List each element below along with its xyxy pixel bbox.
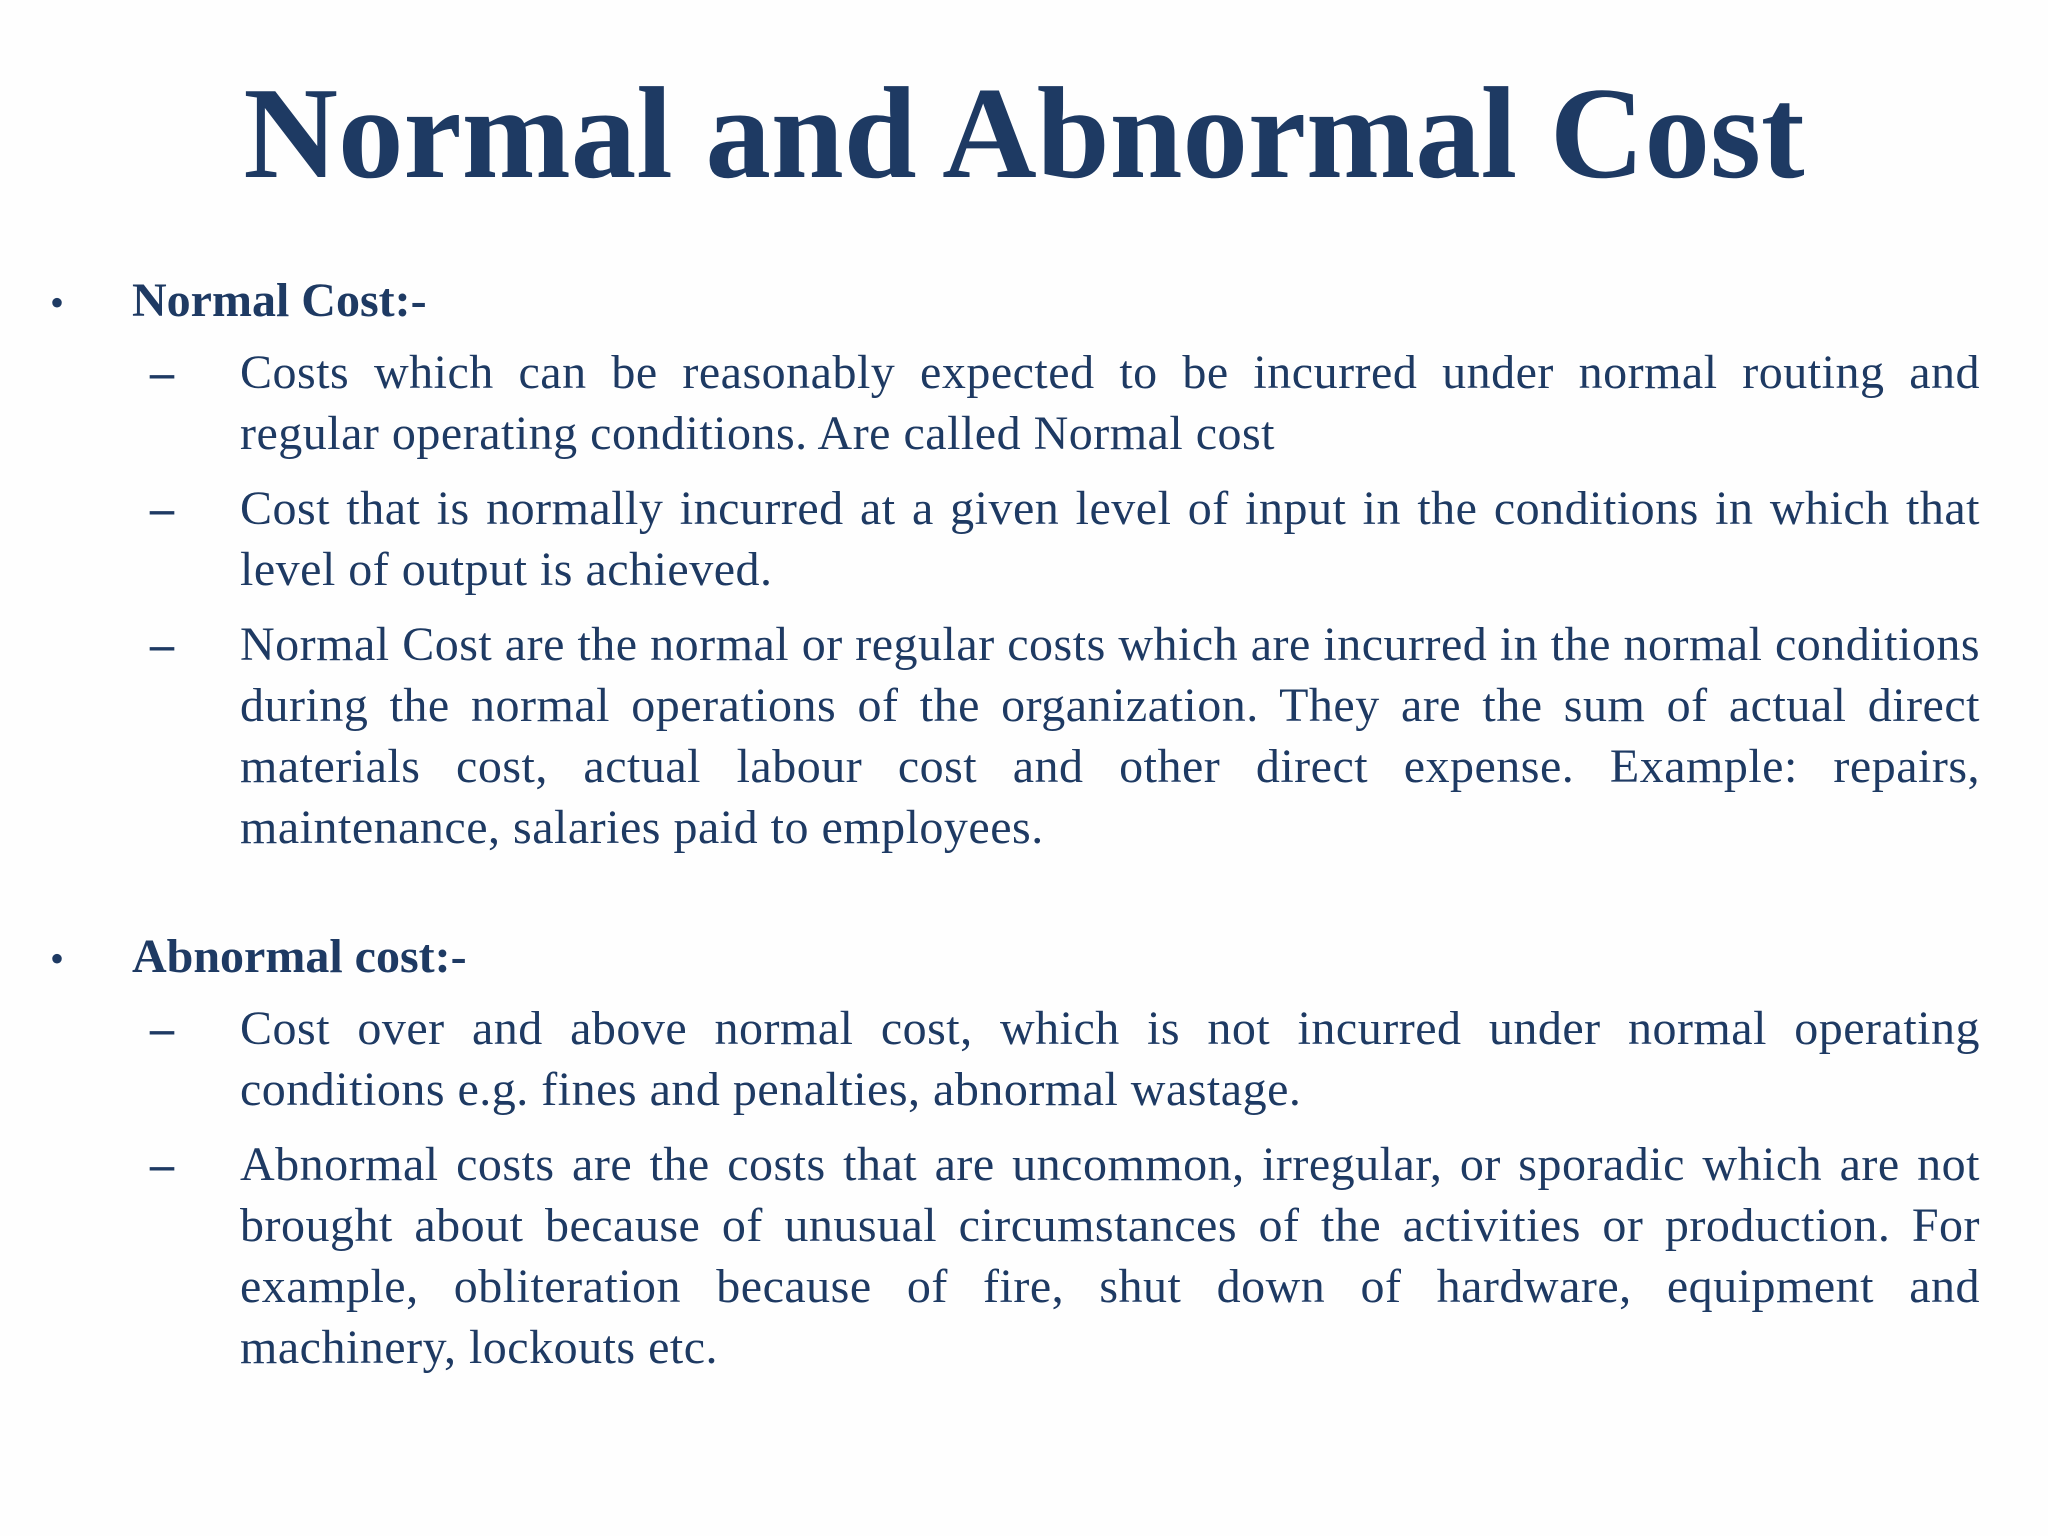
section-heading-row <box>50 270 1980 334</box>
dash-icon: – <box>150 618 174 671</box>
list-item <box>50 342 1980 464</box>
sub-bullet-list <box>50 342 1980 858</box>
list-item-text: Costs which can be reasonably expected to be incurred under normal routing and regular operating conditions. Are called Normal cost <box>240 346 1980 460</box>
list-item-text: Normal Cost are the normal or regular costs which are incurred in the normal conditions during the normal operations of the organization. They are the sum of actual direct materials cost, actual labour cost and other direct expense. Example: repairs, maintenance, salaries paid to employees. <box>240 618 1980 854</box>
section-heading: Abnormal cost:- <box>132 930 467 983</box>
section-normal-cost <box>50 270 1980 858</box>
bullet-icon: • <box>50 280 65 325</box>
section-abnormal-cost <box>50 926 1980 1378</box>
section-heading: Normal Cost:- <box>132 274 427 327</box>
dash-icon: – <box>150 482 174 535</box>
bullet-icon: • <box>50 936 65 981</box>
dash-icon: – <box>150 1002 174 1055</box>
slide-title: Normal and Abnormal Cost <box>243 61 1805 206</box>
list-item-text: Cost over and above normal cost, which is not incurred under normal operating conditions e.g. fines and penalties, abnormal wastage. <box>240 1002 1980 1116</box>
slide-content <box>50 270 1980 1392</box>
list-item-text: Abnormal costs are the costs that are uncommon, irregular, or sporadic which are not brought about because of unusual circumstances of the activities or production. For example, obliteration because of fire, shut down of hardware, equipment and machinery, lockouts etc. <box>240 1138 1980 1374</box>
dash-icon: – <box>150 346 174 399</box>
list-item <box>50 998 1980 1120</box>
dash-icon: – <box>150 1138 174 1191</box>
list-item <box>50 614 1980 858</box>
list-item <box>50 1134 1980 1378</box>
list-item <box>50 478 1980 600</box>
sub-bullet-list <box>50 998 1980 1378</box>
list-item-text: Cost that is normally incurred at a given level of input in the conditions in which that level of output is achieved. <box>240 482 1980 596</box>
section-heading-row <box>50 926 1980 990</box>
